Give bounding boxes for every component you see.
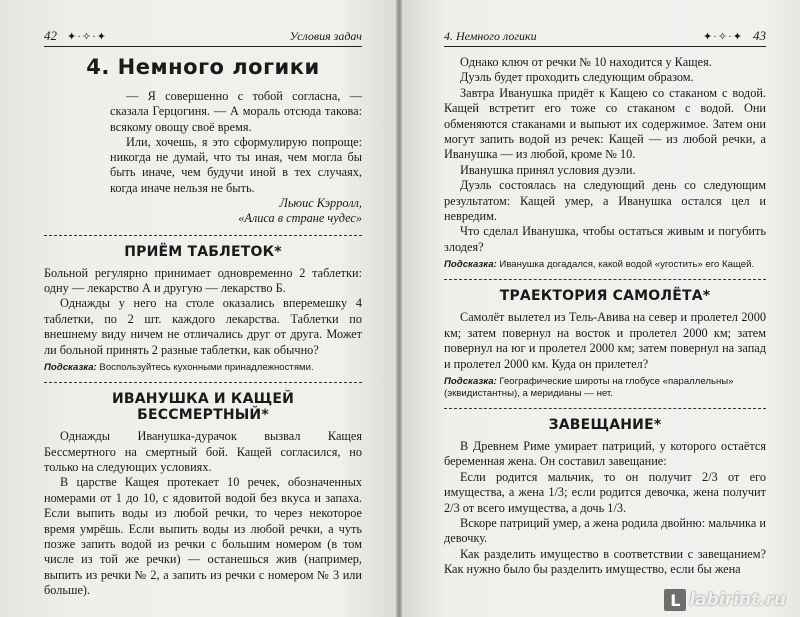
- running-title: Условия задач: [289, 29, 362, 43]
- hint-text: Воспользуйтесь кухонными принадлежностями.: [99, 362, 314, 374]
- paragraph: Однажды у него на столе оказались вперемешку 4 таблетки, по 2 шт. каждого лекарства. Таблетки по внешнему виду ничем не отличались друг от друга. Может ли больной принять 2 разные таблетки, как обычно?: [44, 296, 362, 357]
- section-divider: [444, 408, 766, 409]
- hint-label: Подсказка:: [444, 375, 497, 387]
- paragraph: Иванушка принял условия дуэли.: [460, 162, 636, 177]
- section-body: [44, 429, 362, 598]
- section-body: [444, 55, 766, 271]
- hint: [444, 259, 766, 271]
- paragraph: Дуэль состоялась на следующий день со следующим результатом: Кащей умер, а Иванушка остался цел и невредим.: [444, 178, 766, 224]
- paragraph: Больной регулярно принимает одновременно 2 таблетки: одну — лекарство А и другую — лекарство Б.: [44, 265, 362, 296]
- section-title: ИВАНУШКА И КАЩЕЙ БЕССМЕРТНЫЙ*: [111, 391, 295, 424]
- paragraph: Если родится мальчик, то он получит 2/3 от его имущества, а жена 1/3; если родится девочка, жена получит 2/3 от всего имущества, а дочь 1/3.: [444, 469, 766, 515]
- paragraph: В Древнем Риме умирает патриций, у которого остаётся беременная жена. Он составил завещание:: [444, 438, 766, 469]
- hint: [44, 362, 362, 374]
- watermark-text: labirint.ru: [689, 590, 786, 610]
- section-body: [444, 310, 766, 400]
- epigraph-paragraph: — Я совершенно с тобой согласна, — сказала Герцогиня. — А мораль отсюда такова: всякому овощу своё время.: [110, 89, 362, 134]
- paragraph: Самолёт вылетел из Тель-Авива на север и пролетел 2000 км; затем повернул на восток и пролетел 2000 км; затем повернул на юг и пролетел 2000 км; затем повернул на запад и пролетел 2000 км. Куда он прилетел?: [444, 310, 766, 371]
- section-body: [44, 266, 362, 374]
- paragraph: Однако ключ от речки № 10 находится у Кащея.: [460, 55, 712, 69]
- running-header-left: [44, 28, 362, 47]
- paragraph: Вскоре патриций умер, а жена родила двойню: мальчика и девочку.: [444, 515, 766, 546]
- page-number: 42: [44, 28, 57, 43]
- running-header-right: [444, 28, 766, 47]
- star-ornament-icon: ✦·✧·✦: [703, 31, 743, 43]
- epigraph-author: Льюис Кэрролл,: [279, 196, 362, 211]
- section-body: [444, 439, 766, 578]
- epigraph-paragraph: Или, хочешь, я это сформулирую попроще: никогда не думай, что ты иная, чем могла бы быть иначе, чем будучи иной в тех случаях, когда иначе нельзя не быть.: [110, 134, 362, 195]
- epigraph-source: «Алиса в стране чудес»: [238, 211, 362, 226]
- section-title: ЗАВЕЩАНИЕ*: [548, 416, 662, 433]
- right-page: [398, 0, 800, 617]
- section-divider: [44, 382, 362, 383]
- section-divider: [444, 279, 766, 280]
- epigraph: [110, 89, 362, 227]
- hint-text: Географические широты на глобусе «параллельны» (эквидистантны), а меридианы — нет.: [444, 375, 734, 399]
- section-title: ТРАЕКТОРИЯ САМОЛЁТА*: [499, 288, 711, 305]
- paragraph: Однажды Иванушка-дурачок вызвал Кащея Бессмертного на смертный бой. Кащей согласился, но только на следующих условиях.: [44, 429, 362, 474]
- hint: [444, 376, 766, 400]
- chapter-title: 4. Немного логики: [86, 55, 320, 79]
- book-gutter: [396, 0, 402, 617]
- left-page: [0, 0, 398, 617]
- section-divider: [44, 235, 362, 236]
- paragraph: Как разделить имущество в соответствии с завещанием? Как нужно было бы разделить имущество, если бы жена: [444, 546, 766, 577]
- hint-text: Иванушка догадался, какой водой «угостить» его Кащей.: [499, 259, 755, 271]
- star-ornament-icon: ✦·✧·✦: [67, 31, 107, 43]
- paragraph: Завтра Иванушка придёт к Кащею со стаканом с водой. Кащей встретит его тоже со стаканом с водой. Они обменяются стаканами и выпьют их содержимое. Затем они могут запить водой из речек: Кащей — из любой речки, а Иванушка — из любой, кроме № 10.: [444, 85, 766, 162]
- hint-label: Подсказка:: [444, 259, 497, 271]
- paragraph: В царстве Кащея протекает 10 речек, обозначенных номерами от 1 до 10, с ядовитой водой без вкуса и запаха. Если выпить воды из любой речки, то через некоторое время умрёшь. Если выпить воды из любой речки, а чуть позже запить водой из речки с большим номером (в том числе из той же речки) — останешься жив (например, выпить из речки № 2, а запить из речки с номером № 3 или больше).: [44, 475, 362, 598]
- running-title: 4. Немного логики: [444, 29, 537, 43]
- labirint-logo-icon: L: [664, 589, 686, 611]
- hint-label: Подсказка:: [44, 362, 97, 374]
- page-number: 43: [753, 28, 766, 43]
- watermark: [664, 589, 786, 611]
- section-title: ПРИЁМ ТАБЛЕТОК*: [124, 243, 282, 260]
- paragraph: Что сделал Иванушка, чтобы остаться живым и погубить злодея?: [444, 224, 766, 254]
- paragraph: Дуэль будет проходить следующим образом.: [460, 70, 694, 85]
